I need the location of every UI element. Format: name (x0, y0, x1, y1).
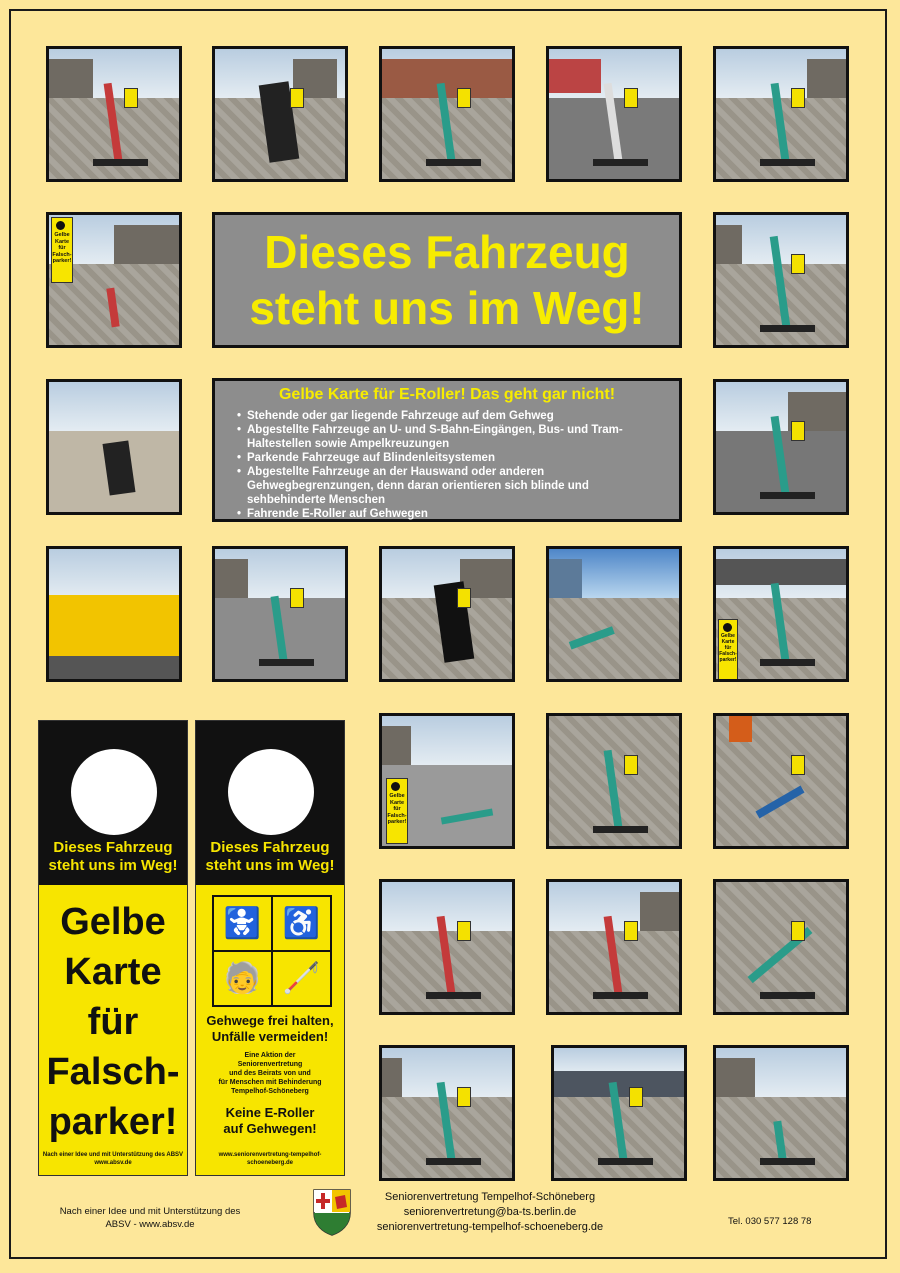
headline-line-2: steht uns im Weg! (249, 282, 645, 334)
action-line: Tempelhof-Schöneberg (231, 1088, 309, 1095)
big-line: Gelbe (60, 901, 166, 943)
walker-icon: 🧓 (213, 951, 272, 1006)
big-line: für (87, 1001, 139, 1043)
photo-bicycle (713, 713, 849, 849)
card-word: parker! (719, 657, 737, 663)
warning-line: auf Gehwegen! (223, 1121, 317, 1136)
action-line: und des Beirats von und (229, 1070, 311, 1077)
hanger-big-text (39, 897, 187, 1147)
photo-scooter-1 (46, 46, 182, 182)
note-line: Nach einer Idee und mit Unterstützung des ABSV (42, 1152, 184, 1158)
footer-phone: Tel. 030 577 128 78 (728, 1216, 812, 1227)
credit-line: Nach einer Idee und mit Unterstützung des (59, 1206, 241, 1217)
card-word: Gelbe (721, 633, 735, 639)
photo-scooter-19 (379, 1045, 515, 1181)
card-word: Karte (54, 238, 70, 245)
yellow-card-mini (718, 619, 738, 681)
photo-scooter-15 (546, 713, 682, 849)
action-line: Eine Aktion der (244, 1052, 296, 1059)
note-line: www.absv.de (94, 1160, 132, 1166)
card-word: parker! (387, 819, 407, 825)
headline-panel (212, 212, 682, 348)
photo-scooter-14 (379, 713, 515, 849)
photo-scooter-20 (551, 1045, 687, 1181)
list-item: • Abgestellte Fahrzeuge an U- und S-Bahn-Eingängen, Bus- und Tram-Haltestellen sowie Ampelkreuzungen (237, 423, 669, 451)
photo-scooter-18 (713, 879, 849, 1015)
email-link[interactable]: seniorenvertretung@ba-ts.berlin.de (403, 1206, 577, 1218)
photo-scooter-11 (379, 546, 515, 682)
photo-scooter-7 (713, 212, 849, 348)
action-line: Seniorenvertretung (237, 1061, 303, 1068)
list-item: • Parkende Fahrzeuge auf Blindenleitsystemen (237, 451, 669, 465)
slogan-line: steht uns im Weg! (205, 857, 335, 874)
big-line: Falsch- (46, 1051, 180, 1093)
photo-bus-stop (46, 546, 182, 682)
info-title: Gelbe Karte für E-Roller! Das geht gar nicht! (278, 386, 616, 403)
photo-scooter-4 (546, 46, 682, 182)
photo-scooter-10 (212, 546, 348, 682)
slogan-line: steht uns im Weg! (48, 857, 178, 874)
photo-scooter-17 (546, 879, 682, 1015)
hanger-hole (71, 749, 157, 835)
card-word: Karte (389, 799, 405, 806)
big-line: Karte (64, 951, 162, 993)
pictogram-grid (212, 895, 332, 1007)
photo-scooter-2 (212, 46, 348, 182)
photo-scooter-9 (713, 379, 849, 515)
hanger-hole (228, 749, 314, 835)
info-panel (212, 378, 682, 522)
claim-line: Unfälle vermeiden! (211, 1029, 329, 1044)
card-word: parker! (52, 258, 72, 264)
door-hanger-back (195, 720, 345, 1176)
photo-scooter-12 (546, 546, 682, 682)
warning-line: Keine E-Roller (225, 1105, 315, 1120)
website-link[interactable]: seniorenvertretung-tempelhof-schoeneberg.de (376, 1221, 604, 1233)
yellow-card-mini (386, 778, 408, 844)
list-item: • Stehende oder gar liegende Fahrzeuge auf dem Gehweg (237, 409, 669, 423)
blind-cane-icon: 🦯 (272, 951, 331, 1006)
headline-line-1: Dieses Fahrzeug (264, 226, 630, 278)
hanger-slogan (196, 839, 344, 875)
photo-scooter-13 (713, 546, 849, 682)
action-line: für Menschen mit Behinderung (218, 1079, 322, 1086)
card-word: Falsch- (387, 812, 407, 819)
info-list (225, 409, 669, 521)
credit-line: ABSV - www.absv.de (105, 1219, 195, 1230)
photo-scooter-6 (46, 212, 182, 348)
slogan-line: Dieses Fahrzeug (210, 839, 330, 856)
photo-scooter-21 (713, 1045, 849, 1181)
stroller-icon: 🚼 (213, 896, 272, 951)
footer-credit (50, 1205, 250, 1231)
hanger-slogan (39, 839, 187, 875)
list-item: • Abgestellte Fahrzeuge an der Hauswand oder anderen Gehwegbegrenzungen, denn daran orientieren sich blinde und sehbehinderte Menschen (237, 465, 669, 507)
coat-of-arms-logo (311, 1187, 353, 1237)
hanger-action (196, 1051, 344, 1096)
wheelchair-icon: ♿ (272, 896, 331, 951)
card-word: Karte (721, 639, 735, 645)
photo-scooter-8 (46, 379, 182, 515)
door-hanger-front (38, 720, 188, 1176)
card-word: Falsch- (52, 251, 72, 258)
big-line: parker! (48, 1101, 178, 1143)
card-word: Gelbe (389, 793, 405, 799)
photo-scooter-5 (713, 46, 849, 182)
hanger-url: www.seniorenvertretung-tempelhof-schoeneberg.de (218, 1152, 322, 1166)
claim-line: Gehwege frei halten, (206, 1013, 334, 1028)
hanger-note (39, 1151, 187, 1167)
list-item: • Fahrende E-Roller auf Gehwegen (237, 507, 669, 521)
card-word: für (58, 245, 66, 251)
card-word: für (724, 645, 732, 651)
card-word: Gelbe (54, 232, 70, 238)
card-word: Falsch- (719, 651, 737, 657)
slogan-line: Dieses Fahrzeug (53, 839, 173, 856)
footer-contact (360, 1190, 620, 1235)
card-word: für (393, 806, 401, 812)
hanger-claim (196, 1013, 344, 1045)
yellow-card-mini (51, 217, 73, 283)
photo-scooter-16 (379, 879, 515, 1015)
org-name: Seniorenvertretung Tempelhof-Schöneberg (384, 1191, 596, 1203)
photo-scooter-3 (379, 46, 515, 182)
hanger-warning (196, 1105, 344, 1137)
